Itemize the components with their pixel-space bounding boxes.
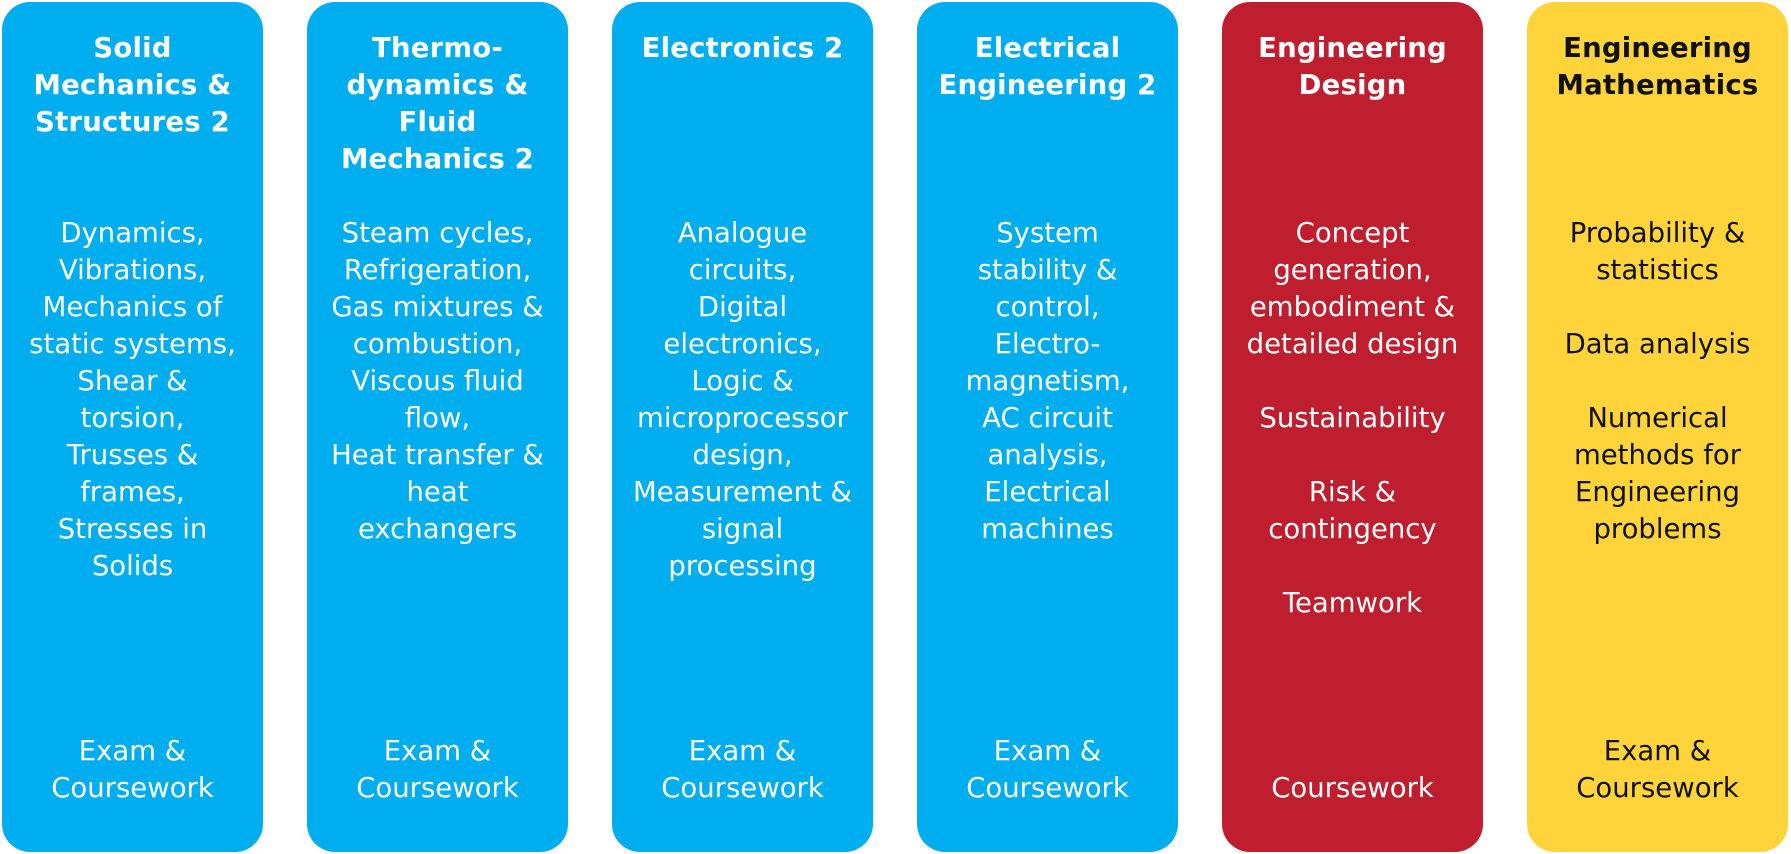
assessment-line: Coursework xyxy=(1576,772,1739,804)
topic-line: static systems, xyxy=(29,328,236,360)
module-title xyxy=(917,30,1178,104)
module-title xyxy=(1222,30,1483,104)
module-card-electronics xyxy=(612,2,873,852)
module-topics xyxy=(2,215,263,585)
assessment-line: Exam & xyxy=(78,735,187,767)
assessment-line: Exam & xyxy=(383,735,492,767)
module-topics xyxy=(917,215,1178,548)
title-line: Fluid xyxy=(398,106,477,138)
topic-line: Dynamics, xyxy=(60,217,205,249)
topic-line: Data analysis xyxy=(1564,328,1751,360)
assessment-line: Coursework xyxy=(966,772,1129,804)
module-card-solid-mechanics xyxy=(2,2,263,852)
assessment-line: Coursework xyxy=(661,772,824,804)
topic-line: Teamwork xyxy=(1282,587,1423,619)
assessment-line: Exam & xyxy=(993,735,1102,767)
topic-line: signal xyxy=(701,513,784,545)
title-line: Engineering 2 xyxy=(938,69,1157,101)
topic-line: Viscous fluid xyxy=(351,365,524,397)
topic-line: AC circuit xyxy=(982,402,1113,434)
module-assessment xyxy=(307,733,568,807)
topic-line: Electrical xyxy=(984,476,1111,508)
topic-line: machines xyxy=(981,513,1114,545)
topic-line: Solids xyxy=(91,550,174,582)
title-line: dynamics & xyxy=(346,69,529,101)
title-line: Structures 2 xyxy=(35,106,230,138)
assessment-line: Exam & xyxy=(688,735,797,767)
topic-line: contingency xyxy=(1268,513,1437,545)
module-topics xyxy=(612,215,873,585)
assessment-line: Coursework xyxy=(1271,772,1434,804)
topic-line: analysis, xyxy=(987,439,1108,471)
title-line: Electrical xyxy=(974,32,1121,64)
module-assessment xyxy=(917,733,1178,807)
topic-line: Engineering xyxy=(1575,476,1740,508)
title-line: Engineering xyxy=(1258,32,1447,64)
topic-line: methods for xyxy=(1573,439,1742,471)
topic-line: Concept xyxy=(1295,217,1410,249)
topic-line: Measurement & xyxy=(633,476,852,508)
module-assessment xyxy=(1527,733,1788,807)
topic-line: Digital xyxy=(697,291,788,323)
topic-spacer xyxy=(1230,548,1475,585)
module-title xyxy=(1527,30,1788,104)
topic-line: flow, xyxy=(404,402,471,434)
assessment-line: Coursework xyxy=(51,772,214,804)
title-line: Design xyxy=(1298,69,1407,101)
title-line: Mathematics xyxy=(1556,69,1759,101)
topic-line: Gas mixtures & xyxy=(331,291,544,323)
topic-spacer xyxy=(1535,363,1780,400)
topic-line: Electro- xyxy=(994,328,1101,360)
topic-line: Logic & xyxy=(691,365,794,397)
topic-line: detailed design xyxy=(1246,328,1459,360)
module-assessment xyxy=(1222,733,1483,807)
topic-line: processing xyxy=(668,550,817,582)
title-line: Engineering xyxy=(1563,32,1752,64)
title-line: Solid xyxy=(93,32,172,64)
topic-line: combustion, xyxy=(352,328,523,360)
topic-line: circuits, xyxy=(688,254,797,286)
module-card-thermodynamics xyxy=(307,2,568,852)
module-assessment xyxy=(2,733,263,807)
topic-line: electronics, xyxy=(663,328,822,360)
module-topics xyxy=(307,215,568,548)
topic-line: Stresses in xyxy=(57,513,208,545)
topic-line: heat xyxy=(406,476,469,508)
assessment-line xyxy=(1230,733,1475,770)
topic-line: statistics xyxy=(1596,254,1719,286)
topic-line: design, xyxy=(692,439,793,471)
topic-spacer xyxy=(1230,437,1475,474)
topic-line: Risk & xyxy=(1308,476,1397,508)
module-topics xyxy=(1527,215,1788,548)
module-card-electrical-engineering xyxy=(917,2,1178,852)
topic-line: problems xyxy=(1593,513,1722,545)
module-assessment xyxy=(612,733,873,807)
module-title xyxy=(307,30,568,178)
module-card-engineering-mathematics xyxy=(1527,2,1788,852)
topic-line: Shear & xyxy=(77,365,188,397)
topic-line: Mechanics of xyxy=(42,291,223,323)
title-line: Electronics 2 xyxy=(641,32,844,64)
topic-line: torsion, xyxy=(80,402,185,434)
topic-line: Analogue xyxy=(677,217,808,249)
title-line: Thermo- xyxy=(372,32,503,64)
topic-spacer xyxy=(1535,289,1780,326)
topic-line: Trusses & xyxy=(66,439,199,471)
topic-line: Sustainability xyxy=(1259,402,1446,434)
topic-line: Probability & xyxy=(1569,217,1746,249)
topic-line: frames, xyxy=(80,476,185,508)
topic-line: Vibrations, xyxy=(58,254,207,286)
title-line: Mechanics & xyxy=(33,69,232,101)
assessment-line: Exam & xyxy=(1603,735,1712,767)
module-topics xyxy=(1222,215,1483,622)
module-title xyxy=(2,30,263,141)
topic-line: Steam cycles, xyxy=(341,217,534,249)
module-columns xyxy=(2,2,1790,852)
topic-line: Refrigeration, xyxy=(343,254,532,286)
topic-spacer xyxy=(1230,363,1475,400)
module-title xyxy=(612,30,873,67)
topic-line: Heat transfer & xyxy=(331,439,544,471)
title-line: Mechanics 2 xyxy=(340,143,535,175)
topic-line: exchangers xyxy=(357,513,518,545)
assessment-line: Coursework xyxy=(356,772,519,804)
topic-line: embodiment & xyxy=(1249,291,1456,323)
topic-line: stability & xyxy=(977,254,1118,286)
topic-line: control, xyxy=(995,291,1100,323)
topic-line: Numerical xyxy=(1587,402,1728,434)
topic-line: generation, xyxy=(1273,254,1432,286)
topic-line: System xyxy=(996,217,1099,249)
topic-line: microprocessor xyxy=(637,402,848,434)
topic-line: magnetism, xyxy=(965,365,1130,397)
module-card-engineering-design xyxy=(1222,2,1483,852)
